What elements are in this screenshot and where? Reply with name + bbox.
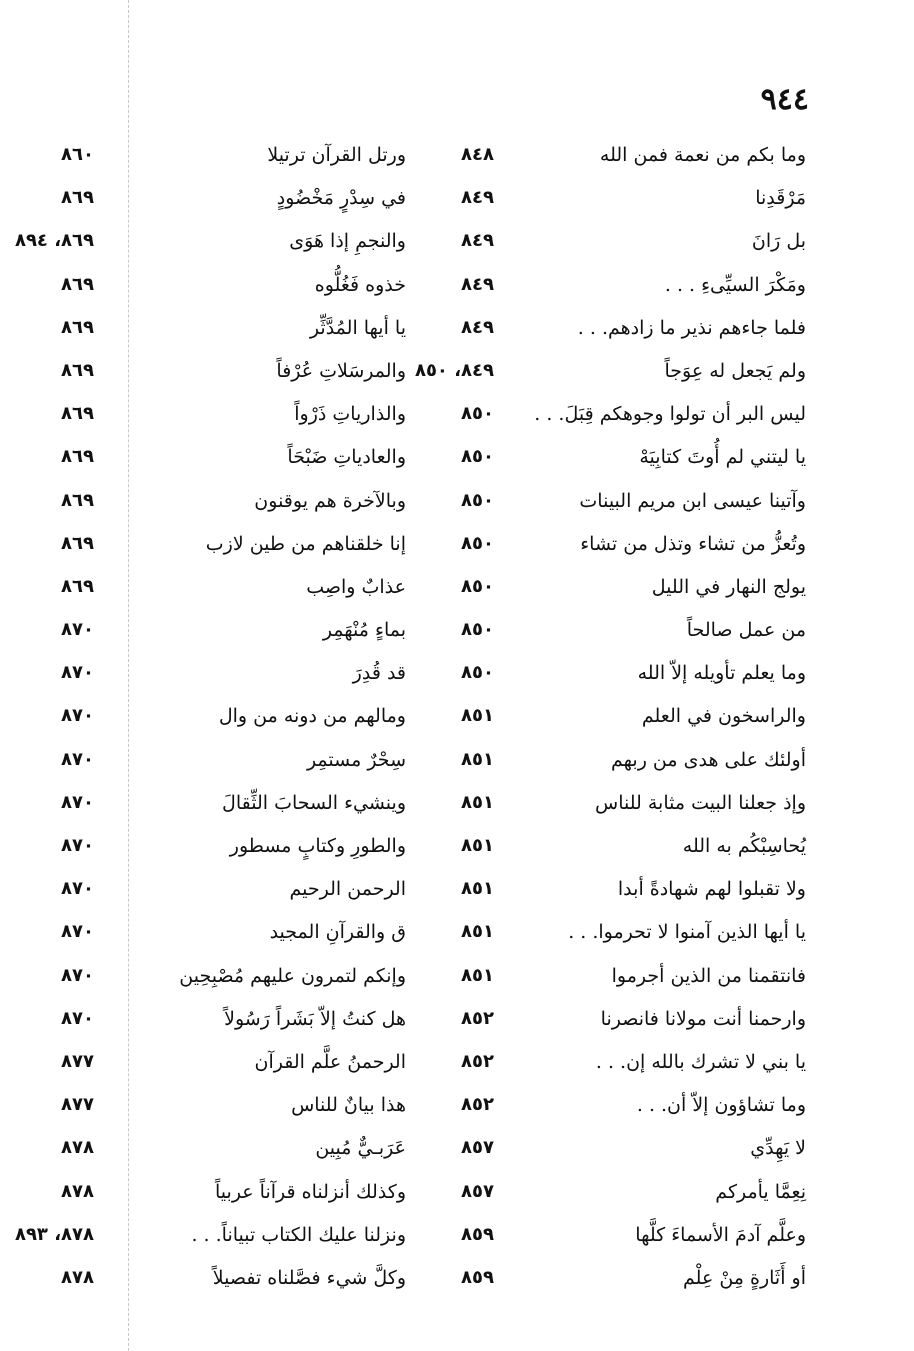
right-phrase: ولا تقبلوا لهم شهادةً أبدا [617,878,806,901]
right-page-ref: ٨٤٩، ٨٥٠ [414,359,494,381]
left-phrase: والطورِ وكتابٍ مسطور [229,835,406,857]
right-phrase: بل رَانَ [751,230,806,253]
index-row [0,1090,914,1133]
index-row [0,831,914,874]
left-phrase: ونزلنا عليك الكتاب تبياناً. . . [191,1223,406,1246]
index-row [0,226,914,269]
right-page-ref: ٨٤٨ [461,144,494,165]
left-page-ref: ٨٧٠ [61,964,94,986]
left-phrase: هل كنتُ إلاّ بَشَراً رَسُولاً [224,1007,406,1030]
left-phrase: والعادياتِ ضَبْحَاً [287,446,406,469]
left-page-ref: ٨٦٩ [61,446,94,468]
right-phrase: وآتينا عيسى ابن مريم البينات [579,489,806,512]
left-phrase: يا أيها المُدَّثِّر [309,316,406,339]
left-phrase: وكذلك أنزلناه قرآناً عربياً [215,1180,406,1203]
right-phrase: أو أَثَارةٍ مِنْ عِلْم [683,1266,806,1289]
index-row [0,1177,914,1220]
right-page-ref: ٨٥١ [461,878,494,900]
right-phrase: وعلَّم آدمَ الأسماءَ كلَّها [635,1223,806,1246]
right-page-ref: ٨٤٩ [461,187,494,209]
right-page-ref: ٨٥٩ [461,1223,494,1245]
left-page-ref: ٨٧٠ [61,921,94,943]
right-phrase: لا يَهِدِّي [750,1137,806,1160]
left-phrase: ومالهم من دونه من وال [218,705,406,728]
index-row [0,270,914,313]
right-phrase: يُحاسِبْكُم به الله [682,835,806,857]
left-page-ref: ٨٧٠ [61,619,94,641]
right-page-ref: ٨٤٩ [461,273,494,295]
left-page-ref: ٨٦٩ [61,273,94,295]
right-page-ref: ٨٥٢ [461,1094,494,1116]
index-row [0,356,914,399]
left-page-ref: ٨٦٩ [61,359,94,381]
index-row [0,874,914,917]
index-row [0,486,914,529]
left-phrase: عذابٌ واصِب [306,575,406,598]
left-phrase: في سِدْرٍ مَخْضُودٍ [276,187,406,210]
left-page-ref: ٨٧٨ [61,1137,94,1159]
index-row [0,183,914,226]
right-page-ref: ٨٥٠ [461,446,494,468]
right-phrase: ومَكْرَ السيِّىءِ . . . [664,273,806,296]
right-phrase: وتُعزُّ من تشاء وتذل من تشاء [580,532,806,555]
index-row [0,1263,914,1306]
page-number: ٩٤٤ [760,82,809,117]
index-row [0,1220,914,1263]
right-page-ref: ٨٥١ [461,705,494,727]
left-page-ref: ٨٧٨ [61,1180,94,1202]
right-phrase: وما تشاؤون إلاّ أن. . . [636,1094,806,1117]
right-page-ref: ٨٥٠ [461,489,494,511]
right-page-ref: ٨٤٩ [461,316,494,338]
index-row [0,140,914,183]
left-page-ref: ٨٦٩ [61,316,94,338]
left-phrase: والمرسَلاتِ عُرْفاً [276,359,406,382]
index-row [0,313,914,356]
left-page-ref: ٨٧٠ [61,662,94,684]
right-page-ref: ٨٥٠ [461,403,494,425]
index-row [0,572,914,615]
right-page-ref: ٨٥٢ [461,1050,494,1072]
left-page-ref: ٨٧٨ [61,1266,94,1288]
left-phrase: الرحمنُ علَّم القرآن [254,1050,406,1073]
left-phrase: خذوه فَغُلُّوه [314,273,406,296]
left-phrase: عَرَبـيٌّ مُبِين [315,1137,406,1160]
left-phrase: بماءٍ مُنْهَمِر [322,619,406,642]
index-row [0,658,914,701]
right-phrase: من عمل صالحاً [686,619,806,642]
right-page-ref: ٨٥٠ [461,575,494,597]
right-phrase: فلما جاءهم نذير ما زادهم. . . [577,316,806,339]
index-row [0,615,914,658]
left-page-ref: ٨٧٧ [61,1050,94,1072]
right-phrase: والراسخون في العلم [641,705,806,728]
left-phrase: إنا خلقناهم من طين لازب [205,532,406,555]
right-phrase: وما يعلم تأويله إلاّ الله [637,662,806,685]
right-page-ref: ٨٥٢ [461,1007,494,1029]
right-page-ref: ٨٥١ [461,835,494,856]
index-row [0,1004,914,1047]
left-page-ref: ٨٧٠ [61,705,94,727]
left-phrase: وإنكم لتمرون عليهم مُصْبِحِين [179,964,406,987]
left-phrase: والنجمِ إذا هَوَى [289,230,406,253]
left-page-ref: ٨٦٩ [61,575,94,597]
right-page-ref: ٨٥٧ [461,1137,494,1159]
right-phrase: وما بكم من نعمة فمن الله [599,144,806,166]
right-phrase: مَرْقَدِنا [755,187,806,210]
right-page-ref: ٨٥١ [461,921,494,943]
left-page-ref: ٨٧٠ [61,878,94,900]
right-page-ref: ٨٤٩ [461,230,494,252]
left-page-ref: ٨٦٩ [61,403,94,425]
index-row [0,917,914,960]
left-phrase: قد قُدِرَ [352,662,406,685]
left-page-ref: ٨٦٩، ٨٩٤ [14,230,94,252]
left-page-ref: ٨٧٠ [61,748,94,770]
left-phrase: وبالآخرة هم يوقنون [254,489,406,512]
right-phrase: نِعِمَّا يأمركم [715,1180,806,1203]
left-page-ref: ٨٧٨، ٨٩٣ [14,1223,94,1245]
left-page-ref: ٨٦٩ [61,187,94,209]
right-page-ref: ٨٥٩ [461,1266,494,1288]
index-row [0,961,914,1004]
right-phrase: يولج النهار في الليل [651,575,806,598]
index-row [0,529,914,572]
right-phrase: ولم يَجعل له عِوَجاً [664,359,806,382]
right-page-ref: ٨٥٠ [461,662,494,684]
left-page-ref: ٨٧٠ [61,1007,94,1029]
left-phrase: هذا بيانٌ للناس [291,1094,406,1117]
left-phrase: ق والقرآنِ المجيد [269,921,406,944]
left-page-ref: ٨٦٩ [61,489,94,511]
index-row [0,745,914,788]
left-phrase: سِحْرٌ مستمِر [306,748,406,771]
index-entries [0,140,914,1306]
right-phrase: وارحمنا أنت مولانا فانصرنا [600,1007,806,1030]
left-page-ref: ٨٦٩ [61,532,94,554]
right-phrase: وإذ جعلنا البيت مثابة للناس [595,791,806,814]
right-phrase: أولئك على هدى من ربهم [611,748,806,771]
right-page-ref: ٨٥٧ [461,1180,494,1202]
right-page-ref: ٨٥١ [461,964,494,986]
left-page-ref: ٨٧٠ [61,835,94,856]
right-phrase: يا أيها الذين آمنوا لا تحرموا. . . [568,921,806,944]
right-page-ref: ٨٥٠ [461,532,494,554]
index-row [0,399,914,442]
index-row [0,442,914,485]
left-phrase: وكلَّ شيء فصَّلناه تفصيلاً [212,1266,406,1289]
right-page-ref: ٨٥١ [461,748,494,770]
left-phrase: الرحمن الرحيم [289,878,406,901]
left-phrase: وينشيء السحابَ الثِّقالَ [222,791,406,814]
right-phrase: ليس البر أن تولوا وجوهكم قِبَلَ. . . [534,403,806,426]
right-page-ref: ٨٥١ [461,791,494,813]
index-row [0,701,914,744]
index-row [0,1047,914,1090]
right-phrase: يا ليتني لم أُوتَ كتابِيَهْ [639,446,806,469]
left-page-ref: ٨٧٧ [61,1094,94,1116]
left-page-ref: ٨٧٠ [61,791,94,813]
right-page-ref: ٨٥٠ [461,619,494,641]
right-phrase: فانتقمنا من الذين أجرموا [611,964,806,987]
left-phrase: ورتل القرآن ترتيلا [267,144,406,166]
index-row [0,1133,914,1176]
index-row [0,788,914,831]
left-phrase: والذارياتِ ذَرْواً [294,403,406,426]
right-phrase: يا بني لا تشرك بالله إن. . . [595,1050,806,1073]
left-page-ref: ٨٦٠ [61,144,94,165]
